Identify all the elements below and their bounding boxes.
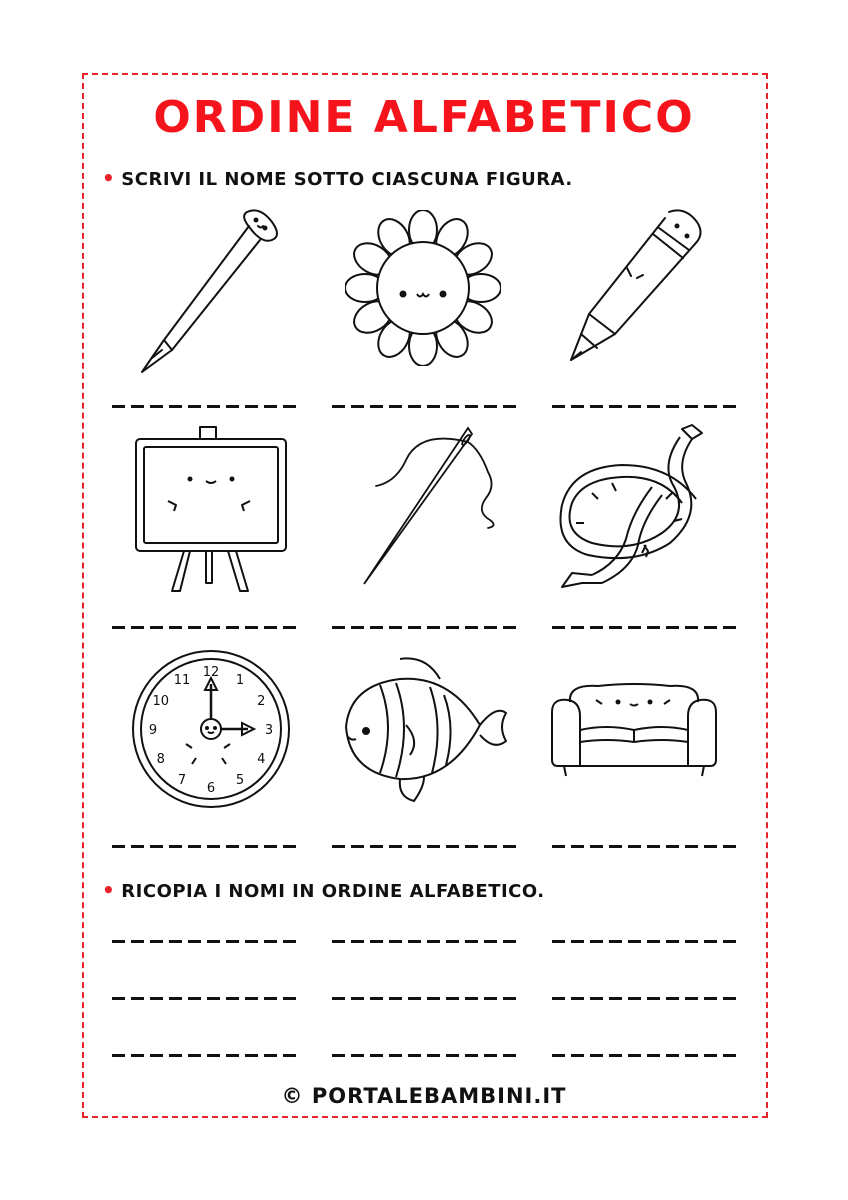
clock-number: 7	[177, 773, 187, 789]
answer-line[interactable]	[112, 997, 296, 1000]
answer-line[interactable]	[552, 940, 736, 943]
instruction-alphabetical	[102, 878, 545, 902]
bullet-icon: •	[102, 878, 116, 902]
instruction-write-names	[102, 166, 573, 190]
clock-number: 9	[148, 723, 158, 738]
answer-line[interactable]	[112, 626, 296, 629]
clock-number: 12	[202, 665, 220, 680]
answer-line[interactable]	[332, 1054, 516, 1057]
answer-line[interactable]	[332, 405, 516, 408]
clock-number: 6	[206, 781, 216, 796]
instruction-text: SCRIVI IL NOME SOTTO CIASCUNA FIGURA.	[121, 169, 573, 190]
sofa-picture	[548, 680, 720, 780]
answer-line[interactable]	[332, 845, 516, 848]
clock-number: 3	[264, 723, 274, 738]
needle-picture	[360, 420, 504, 592]
answer-line[interactable]	[552, 405, 736, 408]
clock-number: 4	[257, 752, 266, 767]
nail-picture	[132, 200, 282, 380]
answer-line[interactable]	[552, 1054, 736, 1057]
blackboard-picture	[128, 423, 292, 595]
answer-line[interactable]	[552, 997, 736, 1000]
pencil-picture	[565, 204, 707, 368]
answer-line[interactable]	[112, 1054, 296, 1057]
clock-number: 11	[173, 672, 191, 688]
flower-picture	[345, 210, 501, 366]
fish-picture	[340, 655, 510, 803]
page-title: ORDINE ALFABETICO	[153, 92, 695, 143]
answer-line[interactable]	[112, 845, 296, 848]
bullet-icon: •	[102, 166, 116, 190]
answer-line[interactable]	[112, 405, 296, 408]
clock-number: 1	[235, 672, 245, 688]
answer-line[interactable]	[332, 997, 516, 1000]
clock-number: 2	[257, 694, 266, 709]
answer-line[interactable]	[552, 845, 736, 848]
copyright-footer: © PORTALEBAMBINI.IT	[281, 1084, 567, 1108]
clock-number: 5	[235, 773, 245, 789]
answer-line[interactable]	[332, 626, 516, 629]
clock-picture	[130, 648, 292, 810]
answer-line[interactable]	[332, 940, 516, 943]
clock-number: 8	[156, 752, 165, 767]
knot-picture	[552, 423, 716, 593]
instruction-text: RICOPIA I NOMI IN ORDINE ALFABETICO.	[121, 881, 545, 902]
answer-line[interactable]	[112, 940, 296, 943]
clock-number: 10	[152, 694, 170, 709]
answer-line[interactable]	[552, 626, 736, 629]
